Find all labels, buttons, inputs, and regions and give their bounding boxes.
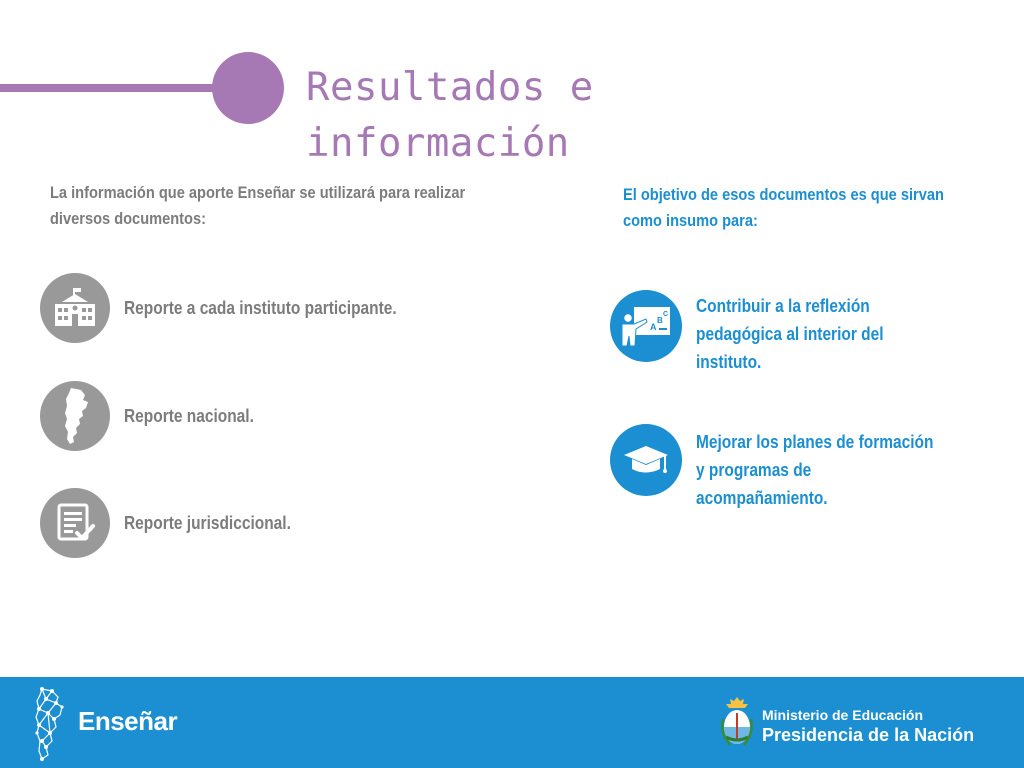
right-item-line: acompañamiento. — [696, 488, 828, 508]
left-item-jurisdictional — [40, 488, 318, 558]
left-item-label: Reporte a cada instituto participante. — [124, 298, 397, 318]
ensenar-brand-text: Enseñar — [78, 706, 178, 736]
left-item-label: Reporte jurisdiccional. — [124, 513, 291, 533]
right-item-line: y programas de — [696, 460, 812, 480]
graduation-cap-icon — [610, 424, 682, 496]
argentina-map-icon — [40, 381, 110, 451]
svg-text:C: C — [663, 311, 669, 318]
ministry-signature — [762, 706, 974, 746]
right-item-text — [696, 292, 914, 376]
svg-text:B: B — [657, 316, 663, 325]
header-accent-line — [0, 84, 232, 92]
left-item-institute — [40, 273, 441, 343]
svg-text:A: A — [650, 322, 657, 332]
footer-bar — [0, 677, 1024, 768]
right-item-text — [696, 428, 972, 512]
ministry-line-2: Presidencia de la Nación — [762, 725, 975, 745]
right-item-reflection — [610, 290, 914, 376]
document-check-icon — [40, 488, 110, 558]
header-accent-circle — [212, 52, 284, 124]
right-item-line: pedagógica al interior del — [696, 324, 884, 344]
ministry-line-1: Ministerio de Educación — [762, 707, 924, 723]
page-title-line-1: Resultados e — [306, 65, 594, 110]
right-item-line: instituto. — [696, 352, 762, 372]
right-item-line: Mejorar los planes de formación — [696, 432, 934, 452]
ensenar-logo-icon — [30, 685, 74, 763]
page-title — [306, 60, 946, 172]
page-title-line-2: información — [306, 121, 570, 166]
right-item-improve-plans — [610, 424, 972, 512]
right-item-line: Contribuir a la reflexión — [696, 296, 870, 316]
right-intro-text: El objetivo de esos documentos es que sirvan como insumo para: — [623, 185, 944, 230]
teacher-board-icon — [610, 290, 682, 362]
left-item-label: Reporte nacional. — [124, 406, 254, 426]
left-item-national — [40, 381, 275, 451]
school-building-icon — [40, 273, 110, 343]
left-intro-text: La información que aporte Enseñar se utilizará para realizar diversos documentos: — [50, 183, 466, 228]
national-coat-of-arms-icon — [720, 695, 754, 749]
